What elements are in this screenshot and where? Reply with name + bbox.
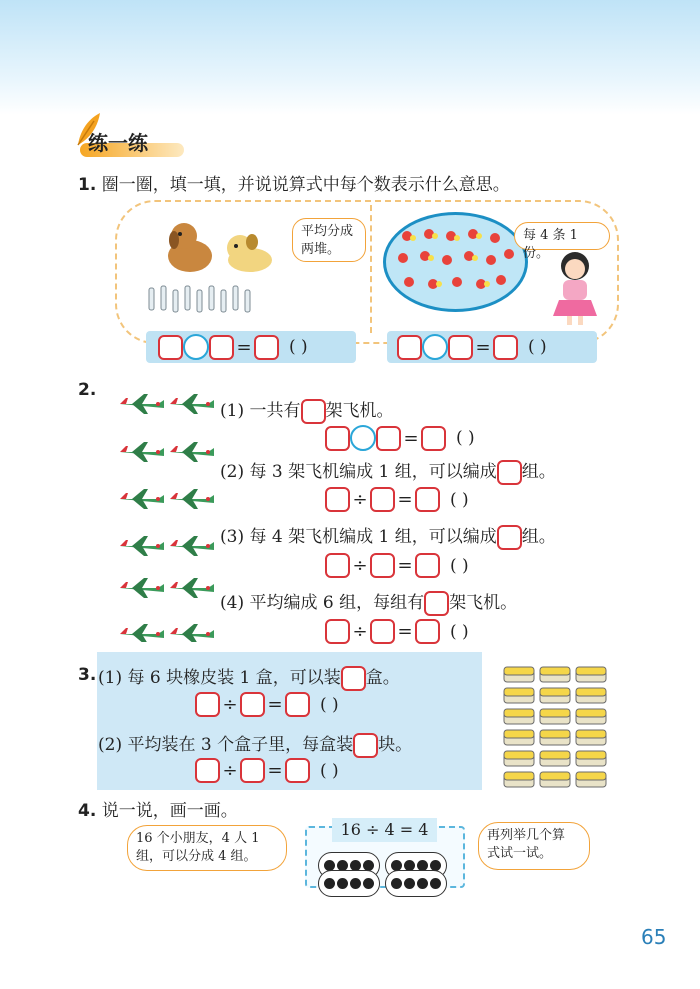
unit-parentheses[interactable]: ( ) xyxy=(320,760,339,781)
item-text-end: 块。 xyxy=(378,735,413,755)
divide-sign: ÷ xyxy=(352,621,368,642)
q1-instruction: 圈一圈，填一填，并说说算式中每个数表示什么意思。 xyxy=(101,175,510,195)
answer-box[interactable] xyxy=(448,335,473,360)
dogs-illustration xyxy=(160,218,280,280)
answer-box[interactable] xyxy=(209,335,234,360)
item-text-end: 架飞机。 xyxy=(325,401,394,421)
answer-box[interactable] xyxy=(285,758,310,783)
girl-illustration xyxy=(545,250,605,326)
q2-equation-2 xyxy=(325,487,469,512)
q4-right-bubble xyxy=(478,822,590,870)
item-label: (1) xyxy=(220,401,245,421)
top-gradient-band xyxy=(0,0,700,115)
answer-box[interactable] xyxy=(240,692,265,717)
unit-parentheses[interactable]: ( ) xyxy=(450,489,469,510)
q3-item-1 xyxy=(98,663,400,691)
answer-box[interactable] xyxy=(497,525,522,550)
operator-circle[interactable] xyxy=(422,334,448,360)
divide-sign: ÷ xyxy=(352,489,368,510)
q1-right-bubble: 每 4 条 1 份。 xyxy=(514,222,610,250)
item-label: (2) xyxy=(98,735,123,755)
answer-box[interactable] xyxy=(424,591,449,616)
answer-box[interactable] xyxy=(370,619,395,644)
item-text-end: 架飞机。 xyxy=(449,593,518,613)
q4-left-bubble xyxy=(127,825,287,871)
item-text: 每 6 块橡皮装 1 盒，可以装 xyxy=(127,668,341,688)
q4-instruction: 说一说，画一画。 xyxy=(101,801,238,821)
answer-box[interactable] xyxy=(301,399,326,424)
answer-box[interactable] xyxy=(415,553,440,578)
q3-equation-2 xyxy=(195,758,339,783)
q4-equation: 16 ÷ 4 = 4 xyxy=(332,818,437,842)
item-text-end: 组。 xyxy=(521,462,556,482)
answer-box[interactable] xyxy=(341,666,366,691)
q4-right-bubble-line2: 式试一试。 xyxy=(487,846,553,861)
airplanes-illustration xyxy=(118,392,218,642)
item-text: 一共有 xyxy=(249,401,301,421)
answer-box[interactable] xyxy=(325,487,350,512)
equal-sign: = xyxy=(267,694,283,715)
unit-parentheses[interactable]: ( ) xyxy=(450,555,469,576)
answer-box[interactable] xyxy=(195,692,220,717)
goldfish-group xyxy=(395,226,517,300)
q2-item-3 xyxy=(220,522,556,550)
answer-box[interactable] xyxy=(254,335,279,360)
item-label: (1) xyxy=(98,668,123,688)
operator-circle[interactable] xyxy=(350,425,376,451)
answer-box[interactable] xyxy=(325,553,350,578)
answer-box[interactable] xyxy=(285,692,310,717)
q2-item-2 xyxy=(220,457,556,485)
equal-sign: = xyxy=(403,427,419,449)
q3-number: 3. xyxy=(78,665,97,685)
unit-parentheses[interactable]: ( ) xyxy=(289,337,308,357)
q1-left-bubble-line2: 两堆。 xyxy=(301,242,341,257)
q3-equation-1 xyxy=(195,692,339,717)
answer-box[interactable] xyxy=(370,553,395,578)
answer-box[interactable] xyxy=(353,733,378,758)
answer-box[interactable] xyxy=(325,426,350,451)
item-text: 每 3 架飞机编成 1 组，可以编成 xyxy=(249,462,497,482)
unit-parentheses[interactable]: ( ) xyxy=(456,428,475,448)
equal-sign: = xyxy=(397,555,413,576)
unit-parentheses[interactable]: ( ) xyxy=(528,337,547,357)
divide-sign: ÷ xyxy=(222,760,238,781)
q2-item-1 xyxy=(220,396,394,424)
q4-left-bubble-line2: 组，可以分成 4 组。 xyxy=(136,849,257,864)
q1-right-equation xyxy=(397,334,547,360)
item-text-end: 盒。 xyxy=(365,668,400,688)
answer-box[interactable] xyxy=(415,619,440,644)
q4-dot-groups-row2 xyxy=(318,870,447,897)
q2-equation-4 xyxy=(325,619,469,644)
q2-number: 2. xyxy=(78,380,97,400)
answer-box[interactable] xyxy=(397,335,422,360)
q2-item-4 xyxy=(220,588,517,616)
dot-group xyxy=(385,870,447,897)
unit-parentheses[interactable]: ( ) xyxy=(320,694,339,715)
item-text: 平均编成 6 组，每组有 xyxy=(249,593,425,613)
item-text: 每 4 架飞机编成 1 组，可以编成 xyxy=(249,527,497,547)
answer-box[interactable] xyxy=(415,487,440,512)
answer-box[interactable] xyxy=(158,335,183,360)
equal-sign: = xyxy=(267,760,283,781)
answer-box[interactable] xyxy=(325,619,350,644)
page-number: 65 xyxy=(641,925,667,949)
answer-box[interactable] xyxy=(421,426,446,451)
q2-equation-3 xyxy=(325,553,469,578)
equal-sign: = xyxy=(397,621,413,642)
section-title: 练一练 xyxy=(88,131,148,155)
answer-box[interactable] xyxy=(370,487,395,512)
equal-sign: = xyxy=(475,336,491,358)
item-label: (2) xyxy=(220,462,245,482)
q2-equation-1 xyxy=(325,425,475,451)
erasers-illustration xyxy=(500,665,612,793)
answer-box[interactable] xyxy=(376,426,401,451)
operator-circle[interactable] xyxy=(183,334,209,360)
item-label: (4) xyxy=(220,593,245,613)
equal-sign: = xyxy=(397,489,413,510)
q4-number: 4. xyxy=(78,801,97,821)
q4-right-bubble-line1: 再列举几个算 xyxy=(487,828,566,843)
divide-sign: ÷ xyxy=(222,694,238,715)
q4-left-bubble-line1: 16 个小朋友，4 人 1 xyxy=(136,831,260,846)
equal-sign: = xyxy=(236,336,252,358)
answer-box[interactable] xyxy=(195,758,220,783)
answer-box[interactable] xyxy=(493,335,518,360)
q1-left-bubble xyxy=(292,218,366,262)
q1-panel-divider xyxy=(370,205,374,333)
q1-number: 1. xyxy=(78,175,97,195)
q1-left-equation xyxy=(158,334,308,360)
item-text-end: 组。 xyxy=(521,527,556,547)
q3-item-2 xyxy=(98,730,412,758)
item-text: 平均装在 3 个盒子里，每盒装 xyxy=(127,735,354,755)
answer-box[interactable] xyxy=(497,460,522,485)
bones-illustration xyxy=(145,282,260,316)
item-label: (3) xyxy=(220,527,245,547)
answer-box[interactable] xyxy=(240,758,265,783)
q1-left-bubble-line1: 平均分成 xyxy=(301,224,354,239)
q1-instruction-line xyxy=(78,170,510,195)
dot-group xyxy=(318,870,380,897)
unit-parentheses[interactable]: ( ) xyxy=(450,621,469,642)
divide-sign: ÷ xyxy=(352,555,368,576)
section-heading xyxy=(74,125,186,159)
q4-instruction-line xyxy=(78,796,238,821)
